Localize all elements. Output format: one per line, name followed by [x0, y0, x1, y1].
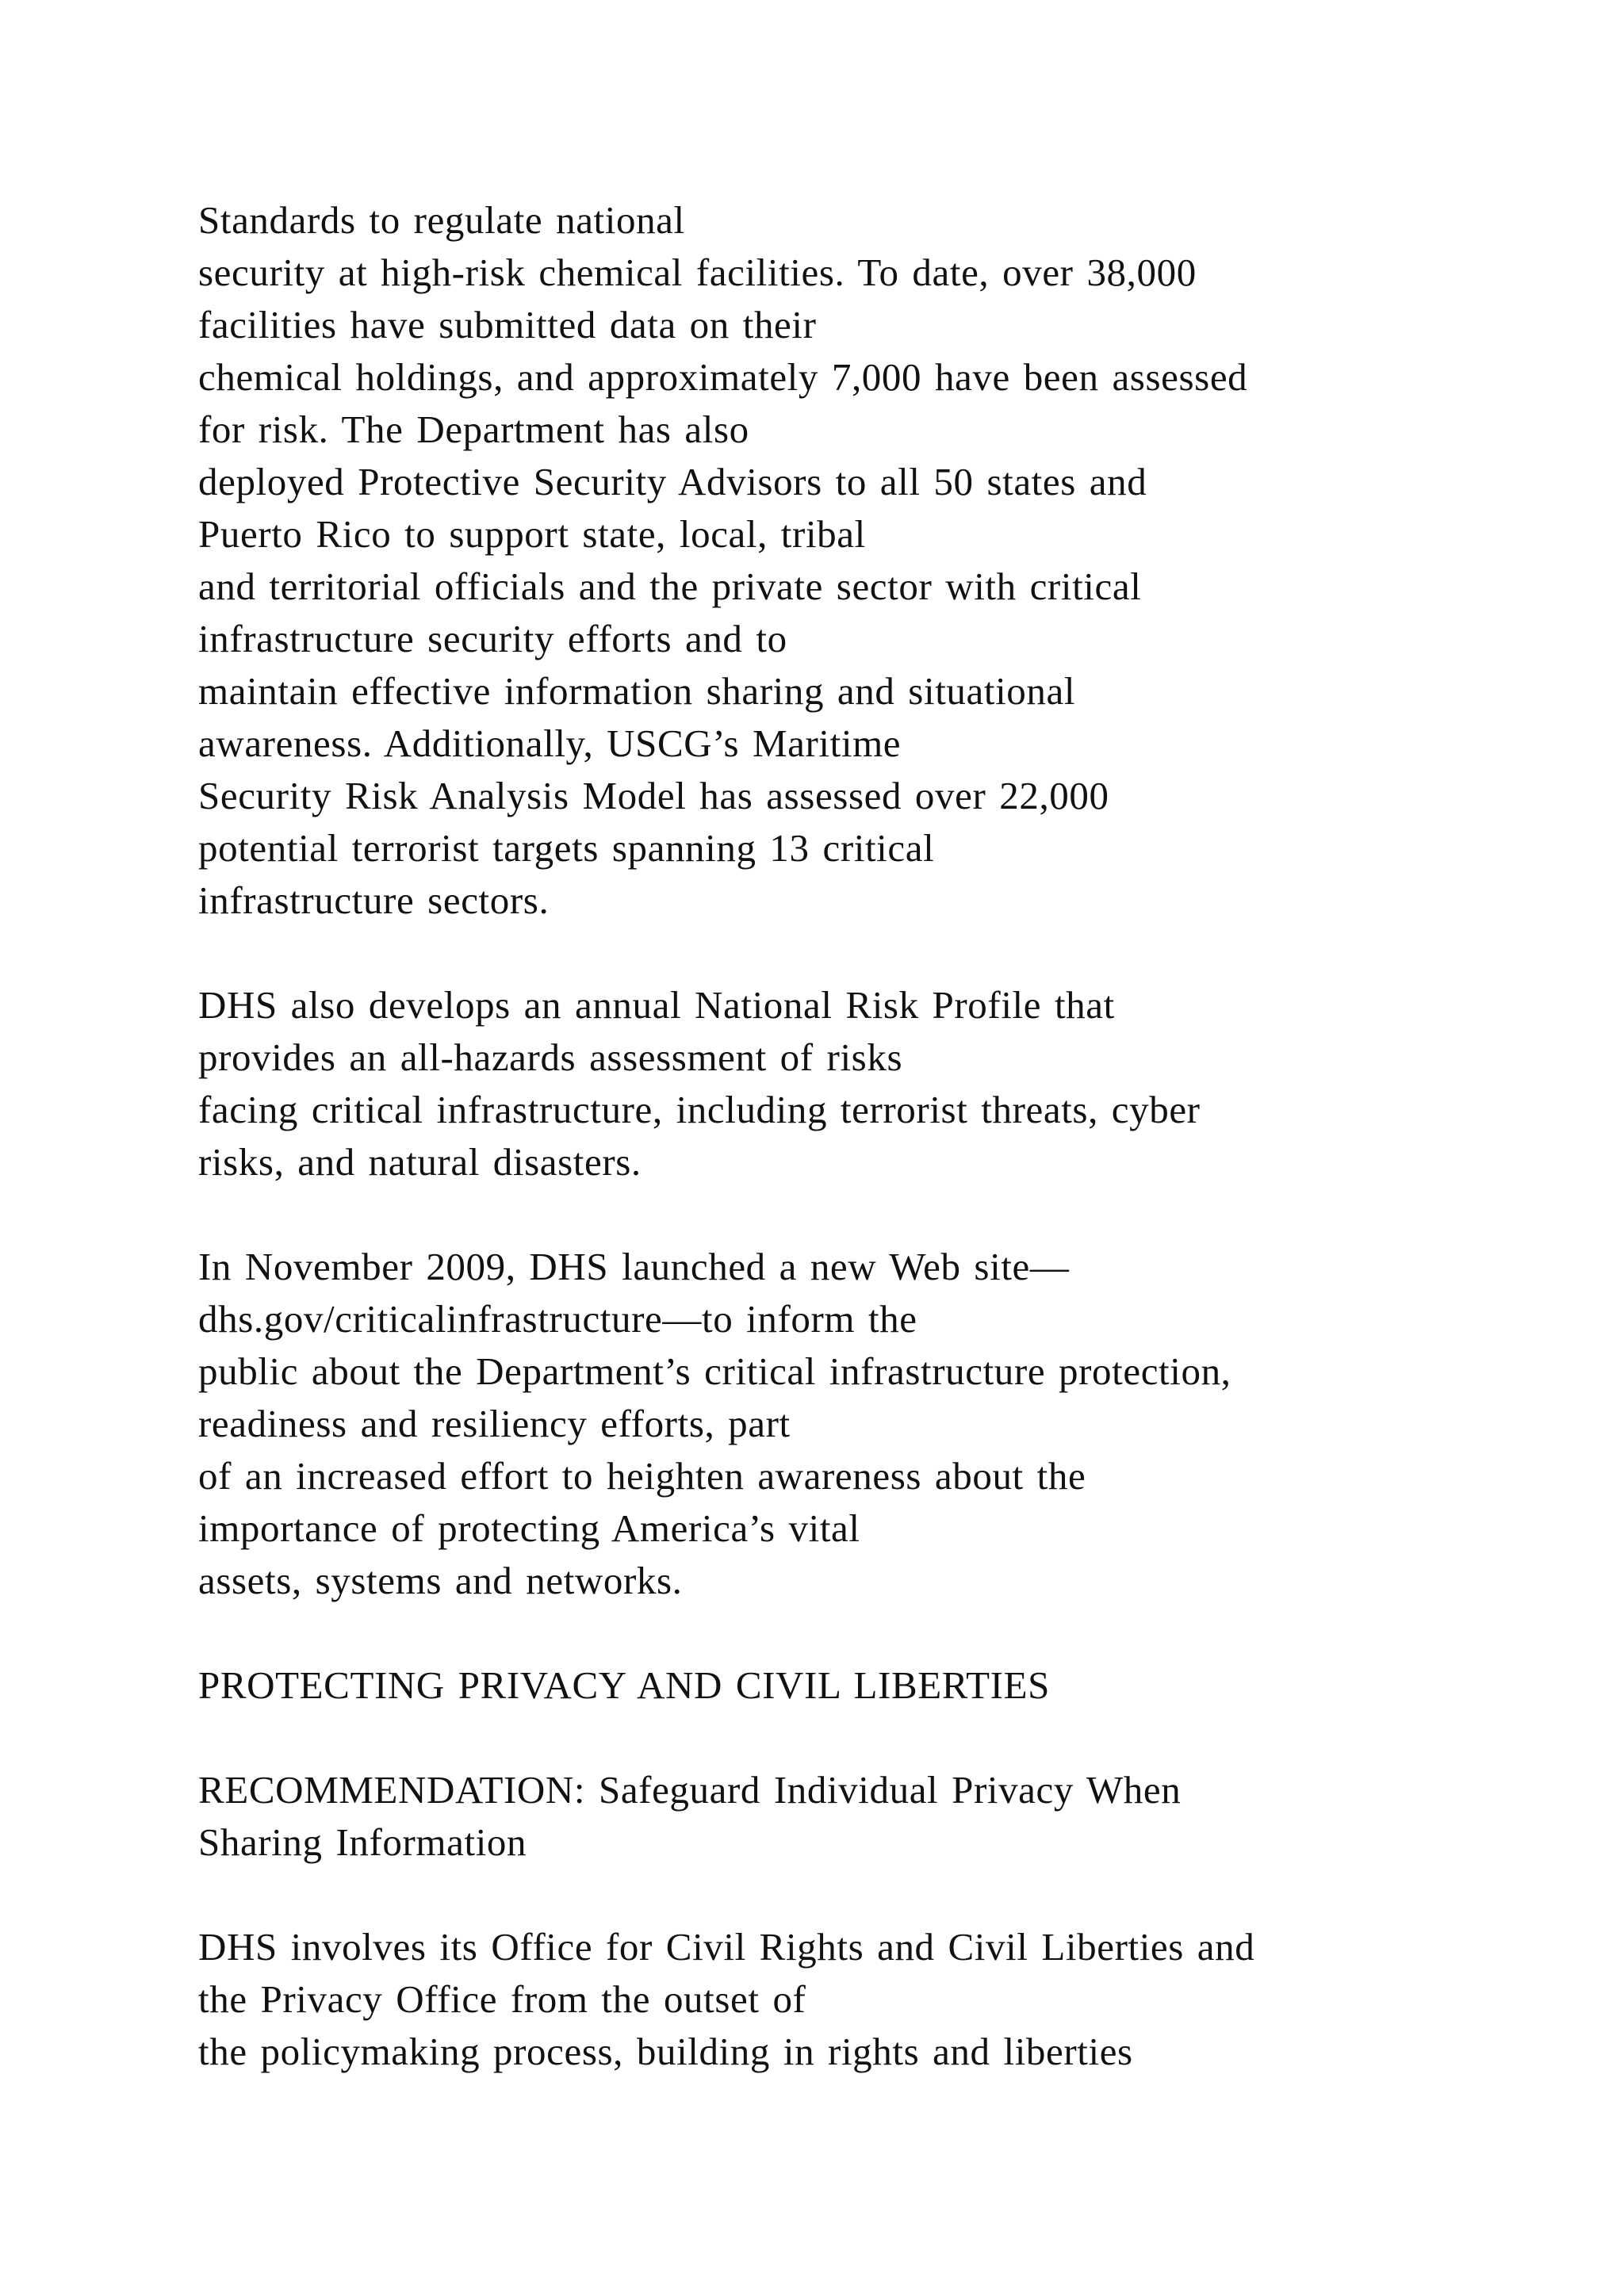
paragraph-privacy-office	[198, 1921, 1562, 2078]
text-line: Sharing Information	[198, 1820, 527, 1864]
text-line: readiness and resiliency efforts, part	[198, 1402, 791, 1445]
text-line: facing critical infrastructure, including terrorist threats, cyber	[198, 1088, 1201, 1131]
text-line: facilities have submitted data on their	[198, 303, 817, 346]
text-line: provides an all-hazards assessment of risks	[198, 1035, 903, 1079]
text-line: deployed Protective Security Advisors to all 50 states and	[198, 460, 1147, 503]
paragraph-gap	[198, 1607, 1562, 1659]
text-line: chemical holdings, and approximately 7,000 have been assessed	[198, 355, 1248, 399]
paragraph-national-risk-profile	[198, 979, 1562, 1188]
recommendation-heading	[198, 1764, 1562, 1869]
text-line: Standards to regulate national	[198, 198, 685, 242]
text-line: awareness. Additionally, USCG’s Maritime	[198, 721, 902, 765]
text-line: DHS involves its Office for Civil Rights and Civil Liberties and	[198, 1925, 1255, 1969]
text-line: assets, systems and networks.	[198, 1559, 683, 1602]
text-line: infrastructure security efforts and to	[198, 617, 787, 660]
text-line: infrastructure sectors.	[198, 878, 550, 922]
section-heading: PROTECTING PRIVACY AND CIVIL LIBERTIES	[198, 1663, 1050, 1707]
paragraph-gap	[198, 927, 1562, 979]
text-line: public about the Department’s critical infrastructure protection,	[198, 1349, 1231, 1393]
text-line: the Privacy Office from the outset of	[198, 1977, 806, 2021]
text-line: potential terrorist targets spanning 13 critical	[198, 826, 935, 870]
paragraph-critical-infrastructure-assessments	[198, 194, 1562, 927]
paragraph-gap	[198, 1712, 1562, 1764]
text-line: dhs.gov/criticalinfrastructure—to inform the	[198, 1297, 917, 1341]
text-line: security at high-risk chemical facilities. To date, over 38,000	[198, 251, 1197, 294]
text-line: maintain effective information sharing and situational	[198, 669, 1076, 713]
text-line: Puerto Rico to support state, local, tribal	[198, 512, 866, 556]
text-line: and territorial officials and the private sector with critical	[198, 564, 1142, 608]
text-line: In November 2009, DHS launched a new Web site—	[198, 1245, 1070, 1288]
paragraph-web-site-launch	[198, 1241, 1562, 1607]
paragraph-gap	[198, 1188, 1562, 1241]
text-line: DHS also develops an annual National Risk Profile that	[198, 983, 1115, 1027]
text-line: importance of protecting America’s vital	[198, 1506, 860, 1550]
paragraph-gap	[198, 1869, 1562, 1921]
document-body	[198, 194, 1562, 2078]
text-line: for risk. The Department has also	[198, 408, 749, 451]
text-line: risks, and natural disasters.	[198, 1140, 642, 1184]
text-line: of an increased effort to heighten awareness about the	[198, 1454, 1086, 1498]
text-line: RECOMMENDATION: Safeguard Individual Privacy When	[198, 1768, 1182, 1812]
text-line: Security Risk Analysis Model has assessed over 22,000	[198, 774, 1109, 817]
text-line: the policymaking process, building in rights and liberties	[198, 2030, 1133, 2073]
